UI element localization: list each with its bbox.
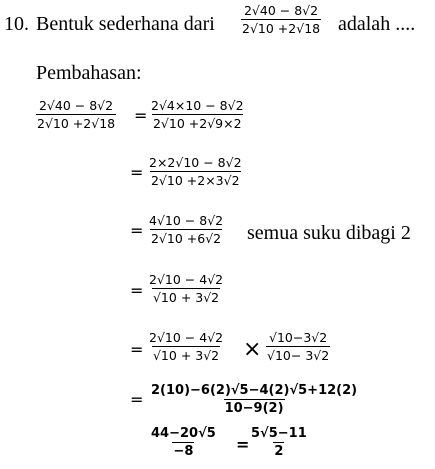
step5-multiplier-fraction: [266, 330, 330, 363]
step5-numerator: 2√10 − 4√2: [149, 330, 224, 345]
step1-lhs-denominator: 2√10 +2√18: [37, 116, 116, 131]
step5-multiplier-denominator: √10− 3√2: [267, 348, 330, 363]
step6-numerator: 2(10)−6(2)√5−4(2)√5+12(2): [151, 383, 358, 398]
step7-result-denominator: 2: [274, 444, 284, 459]
step3-note: semua suku dibagi 2: [247, 222, 411, 244]
step1-rhs-denominator: 2√10 +2√9×2: [152, 116, 242, 131]
step4-equals: =: [130, 281, 144, 300]
step3-numerator: 4√10 − 8√2: [149, 213, 224, 228]
step7-denominator: −8: [173, 444, 194, 459]
step2-numerator: 2×2√10 − 8√2: [149, 155, 242, 170]
step5-equals: =: [130, 340, 144, 359]
step1-lhs-fraction: [36, 98, 116, 131]
step2-equals: =: [130, 163, 144, 182]
step4-denominator: √10 + 3√2: [152, 290, 220, 305]
step7-result-numerator: 5√5−11: [251, 426, 307, 441]
step1-rhs-numerator: 2√4×10 − 8√2: [151, 98, 244, 113]
step1-lhs-numerator: 2√40 − 8√2: [38, 98, 114, 113]
step1-rhs-fraction: [150, 98, 245, 131]
question-text-before: Bentuk sederhana dari: [36, 13, 215, 35]
question-fraction-numerator: 2√40 − 8√2: [243, 3, 319, 18]
step7-result-fraction: [250, 426, 308, 459]
question-fraction-denominator: 2√10 +2√18: [242, 21, 321, 36]
step7-equals: =: [236, 435, 250, 454]
step7-numerator: 44−20√5: [151, 426, 216, 441]
step6-equals: =: [130, 390, 144, 409]
step5-multiplier-numerator: √10−3√2: [268, 330, 328, 345]
step3-equals: =: [130, 221, 144, 240]
step3-denominator: 2√10 +6√2: [150, 231, 222, 246]
step6-denominator: 10−9(2): [224, 401, 284, 416]
step5-times: ×: [243, 337, 262, 362]
step4-numerator: 2√10 − 4√2: [149, 272, 224, 287]
question-text-after: adalah ....: [338, 13, 416, 35]
step5-denominator: √10 + 3√2: [152, 348, 220, 363]
step7-fraction: [150, 426, 217, 459]
step2-fraction: [148, 155, 243, 188]
question-number: 10.: [4, 13, 29, 35]
pembahasan-label: Pembahasan:: [36, 62, 142, 84]
step3-fraction: [148, 213, 224, 246]
step2-denominator: 2√10 +2×3√2: [150, 173, 240, 188]
step6-fraction: [150, 383, 358, 416]
step1-equals: =: [134, 106, 148, 125]
question-fraction: [241, 3, 321, 36]
step4-fraction: [148, 272, 224, 305]
step5-fraction: [148, 330, 224, 363]
